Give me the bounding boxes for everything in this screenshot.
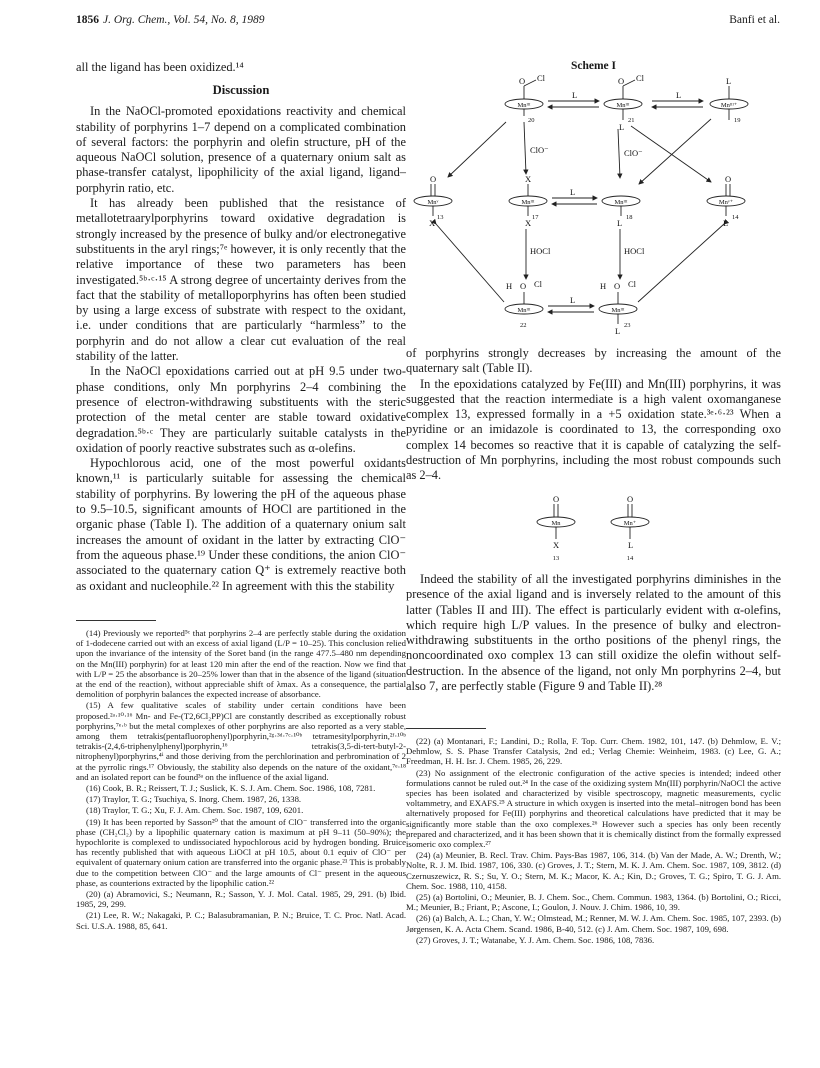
reagent-label: ClO⁻ bbox=[530, 145, 549, 155]
reagent-label: ClO⁻ bbox=[624, 148, 643, 158]
atom-label: L bbox=[617, 218, 623, 228]
footnote: (21) Lee, R. W.; Nakagaki, P. C.; Balasubramanian, P. N.; Bruice, T. C. Proc. Natl. Acad. Sci. U.S.A. 1988, 85, 641. bbox=[76, 910, 406, 931]
atom-label: X bbox=[525, 174, 532, 184]
running-authors: Banfi et al. bbox=[729, 14, 780, 26]
footnote: (15) A few qualitative scales of stability under certain conditions have been proposed.²ᵃ·¹⁰·¹⁶ Mn- and Fe-(T2,6Cl₂PP)Cl are constantly described as exceptionally robust porphyrins,⁷ᵉ·ᵇ but the metal complexes of other porphyrins are also reported as a very stable, among them tetrakis(pentafluorophenyl)porphyrin,²ᵍ·³ᵈ·⁷ᶜ·¹⁰ᵇ tetramesitylporphyrin,²ᶠ·¹⁰ᵇ tetrakis-(2,4,6-triphenylphenyl)porphyrin,¹⁶ tetrakis(3,5-di-tert-butyl-2-nitrophenyl)porphyrins,⁴ⁱ and those deriving from the perchlorination and perbromination of 2 at the pyrrolic rings.¹⁷ Obviously, the stability also depends on the nature of the oxidant,⁷ᵉ·¹⁸ and an isolated report can be found³ᵃ on the influence of the axial ligand. bbox=[76, 700, 406, 782]
footnote: (27) Groves, J. T.; Watanabe, Y. J. Am. Chem. Soc. 1986, 108, 7836. bbox=[416, 934, 655, 945]
footnote: (14) Previously we reported⁵ᶜ that porphyrins 2–4 are perfectly stable during the oxidation of 1-dodecene carried out with an excess of axial ligand (L/P = 10–25). This conclusion relied upon the invariance of the intensity of the Soret band (in the range 477.5–480 nm depending on the Mn(III) porphyrin) for at least 120 min after the end of the reaction. Now we find that with L/P = 25 the absorbance is 20–25% lower than that in the absence of the ligand (situation at the end of the reaction), without appreciable shift of λmax. As a consequence, the partial demolition of porphyrin balances the expected increase of absorbance. bbox=[76, 628, 406, 700]
atom-label: L bbox=[570, 295, 576, 305]
footnote: (20) (a) Abramovici, S.; Neumann, R.; Sasson, Y. J. Mol. Catal. 1985, 29, 291. (b) Ibid. 1985, 29, 299. bbox=[76, 889, 406, 910]
paragraph: Indeed the stability of all the investigated porphyrins diminishes in the presence of the axial ligand and is inversely related to the amount of this latter (Tables II and III). The effect is particularly evident with α-olefins, which require high L/P values. In the presence of bulky and electron-withdrawing substituents in the ortho positions of the phenyl rings, the noncoordinated oxo complex 13 can still oxidize the olefin without self-destruction. In the absence of the ligand, not only Mn porphyrins 2–4, but also 7, are perfectly stable (Figure 9 and Table II).²⁸ bbox=[406, 572, 781, 694]
atom-label: L bbox=[628, 540, 634, 550]
right-column-bottom bbox=[406, 572, 781, 694]
footnote: (16) Cook, B. R.; Reissert, T. J.; Suslick, K. S. J. Am. Chem. Soc. 1986, 108, 7281. bbox=[86, 783, 376, 794]
footnote: (17) Traylor, T. G.; Tsuchiya, S. Inorg. Chem. 1987, 26, 1338. bbox=[86, 794, 302, 805]
atom-label: Cl bbox=[534, 279, 543, 289]
metal-label: Mn⁺ bbox=[623, 520, 637, 527]
atom-label: X bbox=[429, 218, 436, 228]
running-header bbox=[76, 14, 265, 26]
atom-label: L bbox=[723, 218, 729, 228]
atom-label: O bbox=[725, 174, 732, 184]
metal-label: Mnᴵᴵᴵ bbox=[616, 102, 630, 109]
metal-label: Mnᴵᴵᴵ⁺ bbox=[720, 102, 738, 109]
scheme-title: Scheme I bbox=[570, 60, 617, 72]
metal-label: Mnᴵᴵᴵ bbox=[611, 307, 625, 314]
atom-label: O bbox=[627, 494, 634, 504]
atom-label: L bbox=[570, 187, 576, 197]
metal-label: Mnᴵᴵᴵ bbox=[517, 102, 531, 109]
paragraph: In the NaOCl-promoted epoxidations reactivity and chemical stability of porphyrins 1–7 depend on a complicated combination of several factors: the porphyrin and olefin structure, pH of the aqueous NaOCl solution, presence of a quaternary onium salt as phase-transfer catalyst, lipophilicity of the axial ligand, ligand–porphyrin ratio, etc. bbox=[76, 104, 406, 195]
paragraph: In the NaOCl epoxidations carried out at pH 9.5 under two-phase conditions, only Mn porphyrins 2–4 combining the presence of electron-withdrawing substituents with the steric protection of the metal center are stable toward oxidative degradation.⁵ᵇ·ᶜ They are particularly suitable catalysts in the oxidation of poorly reactive substrates such as α-olefins. bbox=[76, 364, 406, 455]
atom-label: X bbox=[553, 540, 560, 550]
metal-label: Mnᴵᴵᴵ bbox=[517, 307, 531, 314]
compound-number: 14 bbox=[626, 555, 634, 562]
atom-label: O bbox=[618, 76, 625, 86]
reagent-label: HOCl bbox=[530, 246, 551, 256]
compound-number: 21 bbox=[628, 117, 635, 124]
metal-label: Mnᵛ bbox=[427, 199, 439, 206]
atom-label: L bbox=[572, 90, 578, 100]
right-column-top bbox=[406, 346, 781, 484]
metal-label: Mnᴵᴵᴵ bbox=[521, 199, 535, 206]
atom-label: O bbox=[614, 281, 621, 291]
paragraph: It has already been published that the resistance of metallotetraarylporphyrins toward oxidative degradation is strongly increased by the presence of bulky and/or electronegative substituents in the aryl rings;⁷ᵉ however, it is only recently that the relative importance of these two parameters has been investigated.⁵ᵇ·ᶜ·¹⁵ A strong degree of uncertainty derives from the fact that the stability of metalloporphyrins has often been studied by using a large excess of substrate with respect to the oxidant, i.e. under conditions that are particularly “harmless” to the porphyrin and do not allow a clear cut evaluation of the real stability of the latter. bbox=[76, 196, 406, 364]
footnote: (18) Traylor, T. G.; Xu, F. J. Am. Chem. Soc. 1987, 109, 6201. bbox=[86, 805, 304, 816]
section-heading: Discussion bbox=[212, 83, 270, 98]
atom-label: O bbox=[430, 174, 437, 184]
compound-number: 18 bbox=[626, 214, 633, 221]
compound-number: 17 bbox=[532, 214, 539, 221]
footnote: (24) (a) Meunier, B. Recl. Trav. Chim. Pays-Bas 1987, 106, 314. (b) Van der Made, A. W.; Drenth, W.; Nolte, R. J. M. Ibid. 1987, 106, 330. (c) Groves, J. T.; Stern, M. K. J. Am. Chem. Soc. 1987, 109, 3812. (d) Czernuszewicz, R. S.; Su, Y. O.; Stern, M. K.; Macor, K. A.; Kin, D.; Groves, T. G.; Spiro, T. G. J. Am. Chem. Soc. 1988, 110, 4158. bbox=[406, 850, 781, 891]
atom-label: Cl bbox=[636, 74, 645, 83]
metal-label: Mn bbox=[551, 520, 561, 527]
atom-label: L bbox=[615, 326, 621, 336]
footnote: (25) (a) Bortolini, O.; Meunier, B. J. Chem. Soc., Chem. Commun. 1983, 1364. (b) Bortolini, O.; Ricci, M.; Meunier, B.; Friant, P.; Ascone, I.; Goulon, J. Nouv. J. Chim. 1986, 10, 39. bbox=[406, 892, 781, 913]
page-number: 1856 bbox=[76, 14, 99, 26]
left-footnotes bbox=[76, 628, 406, 932]
atom-label: L bbox=[676, 90, 682, 100]
footnote: (22) (a) Montanari, F.; Landini, D.; Rolla, F. Top. Curr. Chem. 1982, 101, 147. (b) Dehmlow, E. V.; Dehmlow, S. S. Phase Transfer Catalysis, 2nd ed.; Verlag Chemie: Weinheim, 1983. (c) Lee, G. A.; Freedman, H. H. Isr. J. Chem. 1985, 26, 229. bbox=[406, 736, 781, 767]
compound-number: 20 bbox=[528, 117, 535, 124]
paragraph: In the epoxidations catalyzed by Fe(III) and Mn(III) porphyrins, it was suggested that the reaction intermediate is a high valent oxomanganese complex 13, expressed formally in a +5 oxidation state.³ᵉ·⁶·²³ When a pyridine or an imidazole is coordinated to 13, the corresponding oxo complex 14 becomes so reactive that it is capable of catalyzing the self-destruction of Mn porphyrins, including the most robust compounds such as 2–4. bbox=[406, 376, 781, 483]
left-column bbox=[76, 60, 406, 594]
compound-number: 13 bbox=[552, 555, 560, 562]
atom-label: Cl bbox=[628, 279, 637, 289]
compound-number: 19 bbox=[734, 117, 741, 124]
oxo-complex-structures bbox=[520, 494, 670, 566]
atom-label: L bbox=[726, 76, 732, 86]
metal-label: Mnᵛ⁺ bbox=[718, 199, 734, 206]
atom-label: L bbox=[619, 122, 625, 132]
atom-label: Cl bbox=[537, 74, 546, 83]
compound-number: 14 bbox=[732, 214, 739, 221]
atom-label: H bbox=[506, 281, 513, 291]
atom-label: H bbox=[600, 281, 607, 291]
reagent-label: HOCl bbox=[624, 246, 645, 256]
atom-label: O bbox=[553, 494, 560, 504]
paragraph: Hypochlorous acid, one of the most powerful oxidants known,¹¹ is particularly suitable for assessing the chemical stability of porphyrins. By lowering the pH of the aqueous phase to 9.5–10.5, significant amounts of HOCl are partitioned in the organic phase (Table I). The addition of a quaternary onium salt increases the amount of oxidant in the latter by extracting ClO⁻ from the aqueous phase.¹⁹ Under these conditions, the anion ClO⁻ associated to the quaternary cation Q⁺ is extremely reactive both as oxidant and nucleophile.²² In agreement with this the stability bbox=[76, 456, 406, 593]
compound-number: 22 bbox=[520, 322, 527, 329]
compound-number: 13 bbox=[437, 214, 444, 221]
atom-label: O bbox=[519, 76, 526, 86]
footnote-rule bbox=[406, 728, 486, 729]
atom-label: X bbox=[525, 218, 532, 228]
footnote: (19) It has been reported by Sasson²⁰ that the amount of ClO⁻ transferred into the organic phase (CH₂Cl₂) by a lipophilic quaternary cation is maximum at pH 9–11 (50–90%); the hypochlorite is complexed to undissociated hypochlorous acid by hydrogen bonding. Bruice has recently published that with aqueous LiOCl at pH 10.5, about 0.1 equiv of ClO⁻ per equivalent of quaternary onium cation are transferred into the organic phase.²¹ This is probably due to the competition between ClO⁻ and the large amounts of Cl⁻ present in the aqueous phase, as counterions extracted by the lipophilic cation.²² bbox=[76, 816, 406, 888]
footnote: (23) No assignment of the electronic configuration of the active species is intended; indeed other formulations cannot be ruled out.²⁴ In the case of the oxidizing system Mn(III) porphyrin/NaOCl the active species has been isolated and characterized by visible spectroscopy, magnetic measurements, cyclic voltammetry, and EXAFS.²⁵ A structure in which oxygen is inserted into the metal–nitrogen bond has been alternatively proposed for Fe(III) porphyrins and theoretical calculations have predicted that it may be significantly more stable than the oxo complexes.²⁶ However such a species has only been recently prepared and characterized, and it has been shown that it is chemically distinct from the formally expressed isomeric oxo complex.²⁷ bbox=[406, 767, 781, 850]
intro-line: all the ligand has been oxidized.¹⁴ bbox=[76, 60, 244, 74]
journal-citation: J. Org. Chem., Vol. 54, No. 8, 1989 bbox=[103, 14, 265, 26]
atom-label: O bbox=[520, 281, 527, 291]
compound-number: 23 bbox=[624, 322, 631, 329]
metal-label: Mnᴵᴵᴵ bbox=[614, 199, 628, 206]
scheme-diagram bbox=[406, 74, 781, 342]
paragraph: of porphyrins strongly decreases by increasing the amount of the quaternary salt (Table II). bbox=[406, 346, 781, 376]
right-footnotes bbox=[406, 736, 781, 946]
footnote: (26) (a) Balch, A. L.; Chan, Y. W.; Olmstead, M.; Renner, M. W. J. Am. Chem. Soc. 1985, 107, 2393. (b) Jørgensen, K. A. Acta Chem. Scand. 1986, B-40, 512. (c) J. Am. Chem. Soc. 1987, 109, 698. bbox=[406, 913, 781, 934]
footnote-rule bbox=[76, 620, 156, 621]
